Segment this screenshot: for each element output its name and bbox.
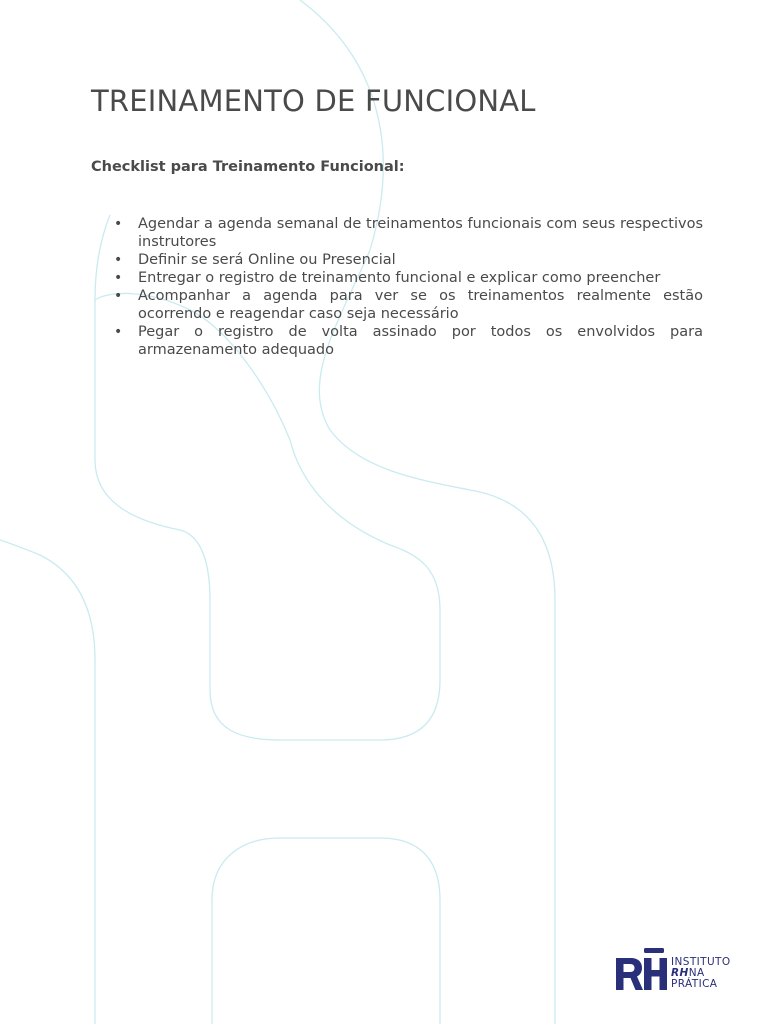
bullet-icon: •: [114, 216, 123, 232]
bullet-icon: •: [114, 288, 123, 304]
rh-logo-icon: [614, 946, 670, 994]
logo-line-pratica: PRÁTICA: [671, 978, 718, 990]
checklist-item: [114, 323, 703, 359]
checklist-item: [114, 251, 703, 269]
logo-line-instituto: INSTITUTO: [671, 956, 731, 968]
bullet-icon: •: [114, 270, 123, 286]
checklist-item-text: Acompanhar a agenda para ver se os treinamentos realmente estão ocorrendo e reagendar caso seja necessário: [138, 288, 703, 322]
checklist-item: [114, 269, 703, 287]
checklist-heading: Checklist para Treinamento Funcional:: [91, 159, 405, 175]
checklist-item-text: Entregar o registro de treinamento funcional e explicar como preencher: [138, 270, 661, 286]
logo-rh: RH: [671, 967, 689, 979]
checklist-item-text: Definir se será Online ou Presencial: [138, 252, 396, 268]
checklist-item: [114, 287, 703, 323]
bullet-icon: •: [114, 252, 123, 268]
checklist: [114, 215, 703, 359]
logo-text: [671, 957, 731, 990]
instituto-rh-na-pratica-logo: [614, 946, 754, 994]
checklist-item-text: Pegar o registro de volta assinado por todos os envolvidos para armazenamento adequado: [138, 324, 703, 358]
logo-na: NA: [688, 967, 705, 979]
checklist-item: [114, 215, 703, 251]
bullet-icon: •: [114, 324, 123, 340]
checklist-item-text: Agendar a agenda semanal de treinamentos funcionais com seus respectivos instrutores: [138, 216, 703, 250]
document-title: TREINAMENTO DE FUNCIONAL: [91, 84, 536, 118]
